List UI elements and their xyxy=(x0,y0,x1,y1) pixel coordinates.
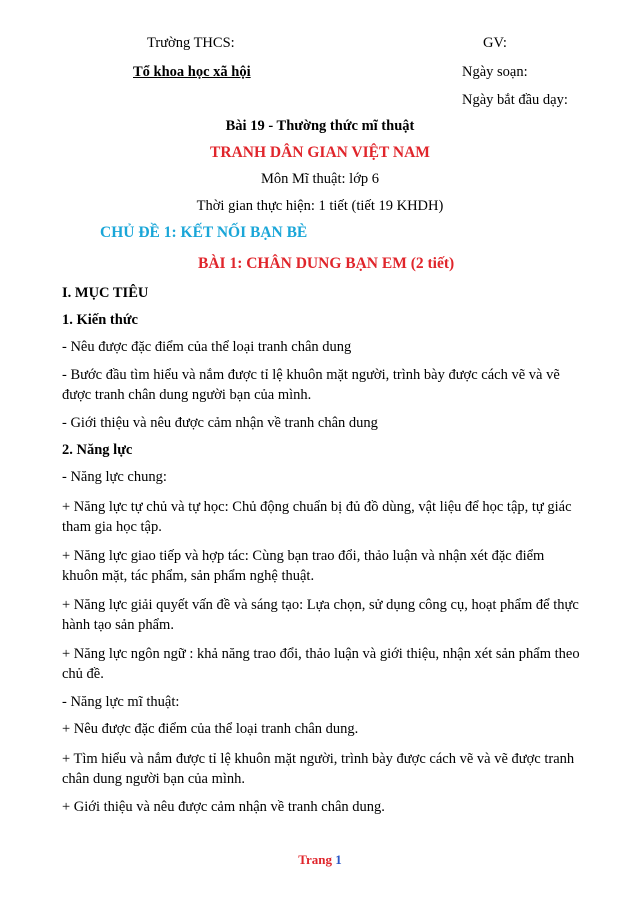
page-number: 1 xyxy=(335,852,342,867)
art-item-1: + Nêu được đặc điểm của thể loại tranh chân dung. xyxy=(62,721,359,737)
ability-item-2: + Năng lực giao tiếp và hợp tác: Cùng bạn trao đổi, thảo luận và nhận xét đặc điểm khuôn mặt, tác phẩm, sản phẩm nghệ thuật. xyxy=(62,548,545,584)
lesson-duration: Thời gian thực hiện: 1 tiết (tiết 19 KHDH) xyxy=(196,198,444,214)
knowledge-item-2: - Bước đầu tìm hiểu và nắm được tỉ lệ khuôn mặt người, trình bày được cách vẽ và vẽ được tranh chân dung người bạn của mình. xyxy=(62,367,560,403)
lesson-title: Bài 19 - Thường thức mĩ thuật xyxy=(225,118,415,134)
start-date-label: Ngày bắt đầu dạy: xyxy=(462,92,568,108)
department-label: Tổ khoa học xã hội xyxy=(133,64,251,80)
art-item-2: + Tìm hiểu và nắm được tỉ lệ khuôn mặt người, trình bày được cách vẽ và vẽ được tranh chân dung người bạn của mình. xyxy=(62,751,575,787)
lesson-name-heading: BÀI 1: CHÂN DUNG BẠN EM (2 tiết) xyxy=(198,255,455,272)
ability-item-3: + Năng lực giải quyết vấn đề và sáng tạo: Lựa chọn, sử dụng công cụ, hoạt phẩm để thực hành tạo sản phẩm. xyxy=(62,597,579,633)
prep-date-label: Ngày soạn: xyxy=(462,64,528,80)
general-ability-label: - Năng lực chung: xyxy=(62,469,167,485)
ability-item-4: + Năng lực ngôn ngữ : khả năng trao đổi, thảo luận và giới thiệu, nhận xét sản phẩm theo chủ đề. xyxy=(62,646,580,682)
teacher-label: GV: xyxy=(483,35,507,51)
knowledge-item-1: - Nêu được đặc điểm của thể loại tranh chân dung xyxy=(62,339,352,355)
page-footer xyxy=(0,852,640,868)
knowledge-heading: 1. Kiến thức xyxy=(62,312,138,328)
section-objectives: I. MỤC TIÊU xyxy=(62,285,149,301)
ability-item-1: + Năng lực tự chủ và tự học: Chủ động chuẩn bị đủ đồ dùng, vật liệu để học tập, tự giác tham gia học tập. xyxy=(62,499,572,535)
art-ability-label: - Năng lực mĩ thuật: xyxy=(62,694,180,710)
school-label: Trường THCS: xyxy=(147,35,235,51)
ability-heading: 2. Năng lực xyxy=(62,442,133,458)
topic-heading: CHỦ ĐỀ 1: KẾT NỐI BẠN BÈ xyxy=(100,224,308,241)
knowledge-item-3: - Giới thiệu và nêu được cảm nhận về tranh chân dung xyxy=(62,415,378,431)
lesson-subject: Môn Mĩ thuật: lớp 6 xyxy=(260,171,380,187)
page-label: Trang xyxy=(298,852,332,867)
art-item-3: + Giới thiệu và nêu được cảm nhận về tranh chân dung. xyxy=(62,799,385,815)
lesson-subtitle: TRANH DÂN GIAN VIỆT NAM xyxy=(210,144,430,161)
